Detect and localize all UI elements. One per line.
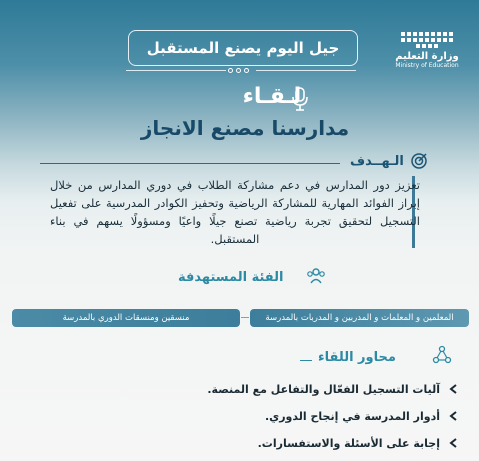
- divider-left: [126, 70, 226, 71]
- target-group-label: المعلمين و المعلمات و المدربين و المدربات بالمدرسة: [265, 313, 454, 323]
- axes-underline: [300, 360, 312, 361]
- list-item-text: إجابة على الأسئلة والاستفسارات.: [257, 436, 440, 450]
- list-item: [150, 432, 460, 454]
- axes-heading: [318, 350, 396, 365]
- goal-text: تعزيز دور المدارس في دعم مشاركة الطلاب في دوري المدارس من خلال إبراز الفوائد المهارية للمشاركة الرياضية وتحفيز الكوادر المدرسية على تفعيل التسجيل لتحقيق تجربة رياضية تصنع جيلًا واعيًا ومسؤولًا يسهم في بناء المستقبل.: [50, 178, 420, 246]
- target-icon: [410, 152, 428, 170]
- target-heading: [178, 270, 284, 285]
- ministry-name-ar: وزارة التعليم: [395, 51, 459, 62]
- slogan-box: [128, 30, 358, 66]
- target-heading-text: الفئة المستهدفة: [178, 270, 284, 285]
- slogan-text: جيل اليوم يصنع المستقبل: [146, 39, 340, 57]
- list-item-text: آليات التسجيل الفعّال والتفاعل مع المنصة.: [207, 382, 440, 396]
- axes-list: [150, 378, 460, 459]
- axes-heading-text: محاور اللقاء: [318, 350, 396, 365]
- ministry-logo: [392, 32, 462, 69]
- goal-heading: [350, 152, 428, 170]
- list-item: [150, 405, 460, 427]
- target-group-coordinators: [12, 309, 240, 327]
- divider-right: [256, 70, 356, 71]
- chevron-left-icon: [448, 437, 460, 449]
- list-item: [150, 378, 460, 400]
- chevron-left-icon: [448, 410, 460, 422]
- list-item-text: أدوار المدرسة في إنجاح الدوري.: [264, 409, 440, 423]
- goal-heading-text: الـهــدف: [350, 153, 404, 169]
- target-group-label: منسقين ومنسقات الدوري بالمدرسة: [62, 313, 190, 323]
- chevron-left-icon: [448, 383, 460, 395]
- network-nodes-icon: [432, 345, 452, 365]
- target-group-teachers: [250, 309, 469, 327]
- goal-underline: [40, 163, 340, 164]
- people-group-icon: [306, 267, 326, 285]
- ministry-name-en: Ministry of Education: [395, 62, 459, 69]
- dots-ornament: [228, 68, 249, 73]
- ministry-logo-icon: [399, 32, 455, 48]
- meeting-label: لـقـاء: [242, 84, 302, 109]
- meeting-title: مدارسنا مصنع الانجاز: [140, 116, 350, 140]
- pill-separator: [241, 317, 249, 318]
